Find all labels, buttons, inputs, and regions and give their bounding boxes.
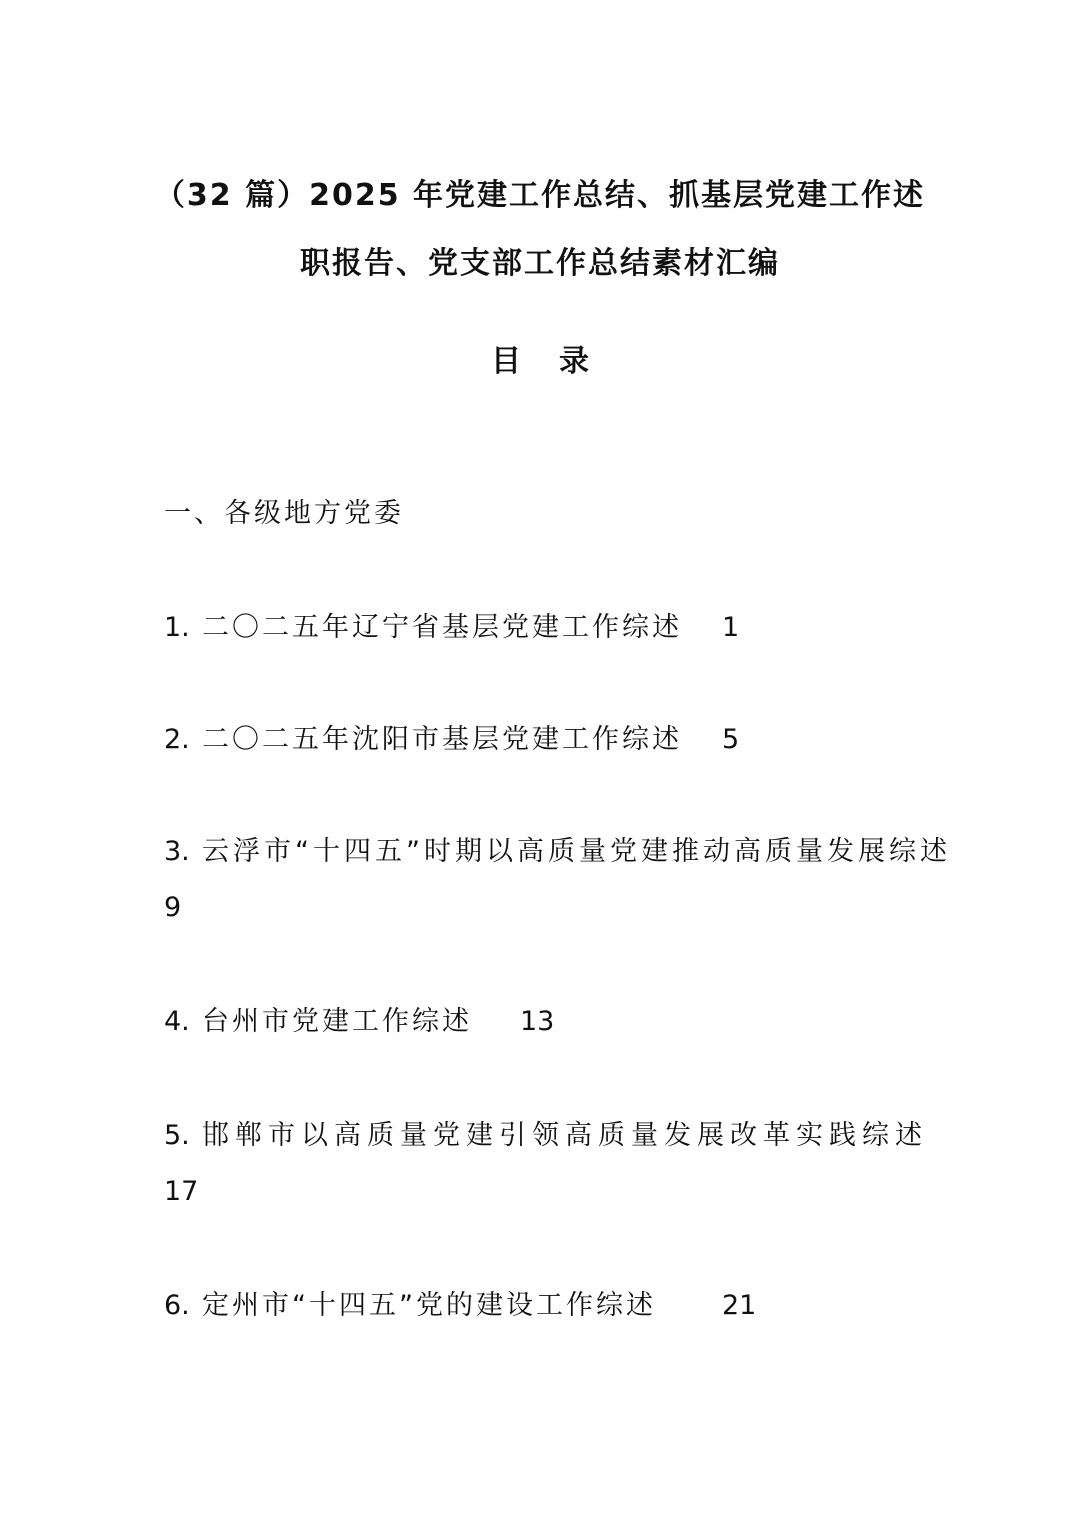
- toc-entry-number: 5.: [164, 1120, 190, 1151]
- toc-entry-number: 4.: [164, 1006, 190, 1037]
- toc-entry-text: 邯郸市以高质量党建引领高质量发展改革实践综述: [202, 1120, 928, 1151]
- toc-entry-2: [164, 722, 740, 758]
- toc-entry-number: 1.: [164, 612, 190, 643]
- toc-entry-text: 二〇二五年沈阳市基层党建工作综述: [202, 724, 682, 755]
- toc-entry-page: 5: [722, 724, 740, 755]
- toc-entry-page: 1: [722, 612, 740, 643]
- toc-entry-number: 2.: [164, 724, 190, 755]
- toc-entry-4: [164, 1004, 555, 1040]
- document-title-line-1: （32 篇）2025 年党建工作总结、抓基层党建工作述: [154, 178, 926, 213]
- document-title-line-2: 职报告、党支部工作总结素材汇编: [300, 246, 780, 281]
- toc-entry-page: 21: [722, 1290, 757, 1321]
- toc-entry-5: [164, 1118, 928, 1207]
- section-heading: 一、各级地方党委: [164, 498, 404, 529]
- toc-entry-number: 3.: [164, 836, 190, 867]
- toc-entry-text: 台州市党建工作综述: [202, 1006, 472, 1037]
- toc-entry-text: 二〇二五年辽宁省基层党建工作综述: [202, 612, 682, 643]
- toc-entry-page: 17: [164, 1176, 199, 1207]
- toc-entry-1: [164, 610, 740, 646]
- toc-entry-page: 9: [164, 892, 182, 923]
- toc-entry-6: [164, 1288, 757, 1324]
- toc-entry-page: 13: [520, 1006, 555, 1037]
- toc-entry-number: 6.: [164, 1290, 190, 1321]
- toc-heading: 目录: [491, 344, 627, 379]
- toc-entry-text: 定州市“十四五”党的建设工作综述: [202, 1290, 656, 1321]
- toc-entry-text: 云浮市“十四五”时期以高质量党建推动高质量发展综述: [202, 836, 951, 867]
- toc-entry-3: [164, 834, 951, 923]
